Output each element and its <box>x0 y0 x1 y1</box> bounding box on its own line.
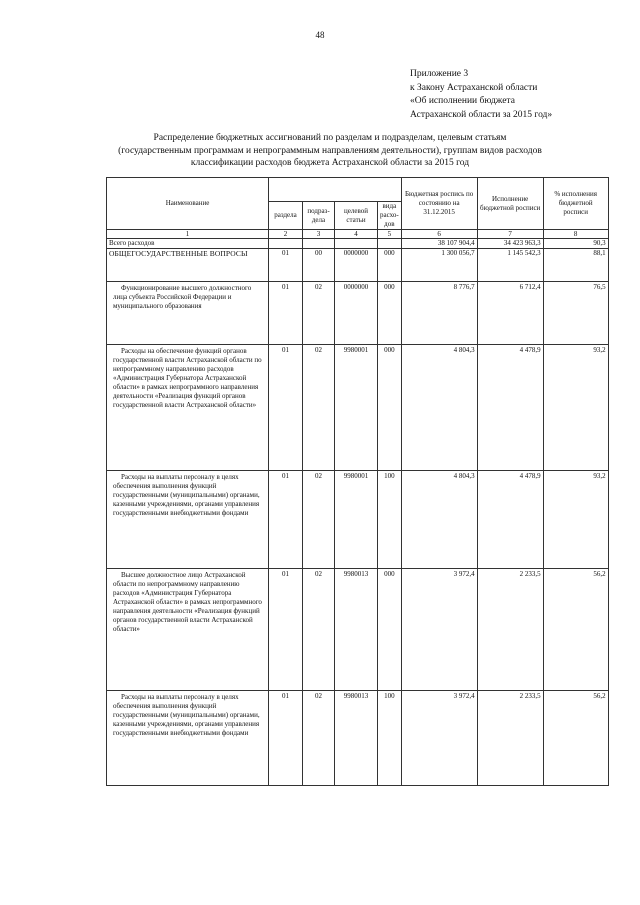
row-plan: 4 804,3 <box>453 346 475 354</box>
col-number: 2 <box>269 230 303 239</box>
table-row <box>107 471 609 569</box>
row-vid: 000 <box>384 283 395 291</box>
row-exec: 4 478,9 <box>519 472 541 480</box>
row-name: Высшее должностное лицо Астраханской области по непрограммному направлению расходов «Администрация Губернатора Астраханской области» в рамках непрограммного направления деятельности «Реализация функций органов государственной власти Астраханской области» <box>113 571 262 633</box>
row-pct: 56,2 <box>593 692 606 700</box>
col-number: 4 <box>335 230 378 239</box>
row-name: ОБЩЕГОСУДАРСТВЕННЫЕ ВОПРОСЫ <box>107 249 269 282</box>
row-pct: 93,2 <box>593 346 606 354</box>
total-plan: 38 107 904,4 <box>401 239 477 249</box>
row-razdel: 01 <box>282 570 289 578</box>
row-name: Расходы на обеспечение функций органов государственной власти Астраханской области по непрограммному направлению расходов «Администрация Губернатора Астраханской области» в рамках непрограммного направления деятельности «Реализация функций органов государственной власти Астраханской области» <box>113 347 262 409</box>
col-number: 7 <box>477 230 543 239</box>
appendix-line: Астраханской области за 2015 год» <box>410 109 553 120</box>
header-pct: % исполнения бюджетной росписи <box>543 178 608 230</box>
title-line: классификации расходов бюджета Астраханской области за 2015 год <box>190 158 470 168</box>
row-exec: 1 145 542,3 <box>477 249 543 282</box>
row-celevaya: 9980001 <box>343 346 369 354</box>
title-line: (государственным программам и непрограммным направлениям деятельности), группам видов расходов <box>118 145 542 156</box>
appendix-line: к Закону Астраханской области <box>410 82 538 93</box>
row-vid: 000 <box>384 570 395 578</box>
page-number: 48 <box>315 30 325 40</box>
header-exec: Исполнение бюджетной росписи <box>477 178 543 230</box>
row-exec: 2 233,5 <box>519 692 541 700</box>
row-celevaya: 0000000 <box>335 249 378 282</box>
header-razdel: раздела <box>269 202 303 230</box>
row-pct: 88,1 <box>543 249 608 282</box>
document-title <box>100 132 560 170</box>
row-plan: 3 972,4 <box>453 692 475 700</box>
appendix-line: «Об исполнении бюджета <box>410 96 515 106</box>
row-exec: 6 712,4 <box>519 283 541 291</box>
row-razdel: 01 <box>282 346 289 354</box>
header-celevaya: целевой статьи <box>335 202 378 230</box>
row-vid: 100 <box>384 692 395 700</box>
row-name: Расходы на выплаты персоналу в целях обеспечения выполнения функций государственными (муниципальными) органами, казенными учреждениями, органами управления государственными внебюджетными фондами <box>113 473 260 517</box>
row-plan: 4 804,3 <box>453 472 475 480</box>
col-number: 6 <box>401 230 477 239</box>
row-plan: 1 300 056,7 <box>401 249 477 282</box>
table-row <box>107 569 609 691</box>
total-row <box>107 239 609 249</box>
row-podrazdel: 02 <box>315 570 322 578</box>
table-row <box>107 282 609 345</box>
row-vid: 000 <box>384 346 395 354</box>
row-vid: 100 <box>384 472 395 480</box>
row-razdel: 01 <box>282 283 289 291</box>
row-celevaya: 9980001 <box>343 472 369 480</box>
row-celevaya: 9980013 <box>343 570 369 578</box>
title-line: Распределение бюджетных ассигнований по разделам и подразделам, целевым статьям <box>153 133 507 143</box>
row-exec: 2 233,5 <box>519 570 541 578</box>
row-podrazdel: 02 <box>315 472 322 480</box>
row-pct: 93,2 <box>593 472 606 480</box>
table-row <box>107 345 609 471</box>
col-number: 5 <box>378 230 402 239</box>
budget-table <box>106 177 609 786</box>
col-number: 1 <box>107 230 269 239</box>
row-podrazdel: 00 <box>303 249 335 282</box>
row-podrazdel: 02 <box>315 283 322 291</box>
appendix-line: Приложение 3 <box>410 69 469 79</box>
row-plan: 3 972,4 <box>453 570 475 578</box>
col-number: 3 <box>303 230 335 239</box>
row-razdel: 01 <box>269 249 303 282</box>
header-vid: вида расхо-дов <box>378 202 402 230</box>
header-podrazdel: подраз-дела <box>303 202 335 230</box>
row-pct: 76,5 <box>593 283 606 291</box>
table-row <box>107 249 609 282</box>
row-plan: 8 776,7 <box>453 283 475 291</box>
row-razdel: 01 <box>282 692 289 700</box>
appendix-note <box>410 68 630 122</box>
row-name: Расходы на выплаты персоналу в целях обеспечения выполнения функций государственными (муниципальными) органами, казенными учреждениями, органами управления государственными внебюджетными фондами <box>113 693 260 737</box>
row-pct: 56,2 <box>593 570 606 578</box>
row-name: Функционирование высшего должностного лица субъекта Российской Федерации и муниципального образования <box>113 284 252 310</box>
table-row <box>107 691 609 786</box>
row-celevaya: 0000000 <box>343 283 369 291</box>
header-codes-group <box>269 178 402 202</box>
row-razdel: 01 <box>282 472 289 480</box>
header-name: Наименование <box>107 178 269 230</box>
row-vid: 000 <box>378 249 402 282</box>
total-exec: 34 423 963,3 <box>477 239 543 249</box>
row-celevaya: 9980013 <box>343 692 369 700</box>
header-plan: Бюджетная роспись по состоянию на 31.12.2015 <box>401 178 477 230</box>
total-name: Всего расходов <box>107 239 269 249</box>
total-pct: 90,3 <box>543 239 608 249</box>
row-podrazdel: 02 <box>315 346 322 354</box>
row-podrazdel: 02 <box>315 692 322 700</box>
row-exec: 4 478,9 <box>519 346 541 354</box>
col-number: 8 <box>543 230 608 239</box>
